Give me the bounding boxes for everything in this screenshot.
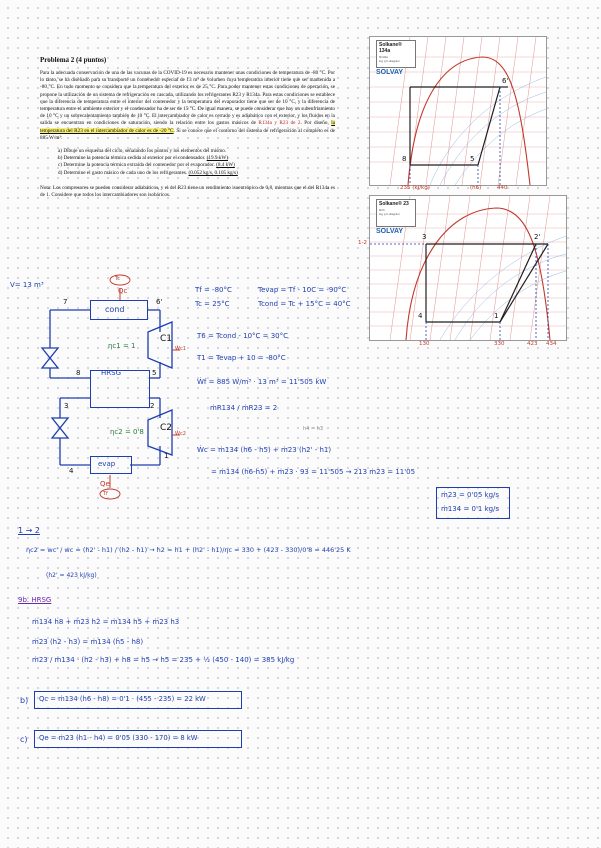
eta2-label: ηc2 = 0'8 (110, 428, 144, 436)
r134a-h-mid: (h6) (470, 185, 482, 191)
answer-b-box (34, 691, 242, 709)
question-list (40, 148, 335, 177)
node-5: 5 (152, 369, 157, 377)
condenser-label: cond (105, 305, 125, 314)
evaporator-box (90, 456, 132, 474)
hrsg-section-title: 9b. HRSG (18, 596, 52, 604)
question-d: d) Determine el gasto másico de cada uno de los refrigerantes. (0.052 kg/s, 0.105 kg/s) (58, 169, 238, 176)
ph-diagram-r134a (369, 36, 547, 186)
calc-ratio: ṁR134 / ṁR23 = 2 (210, 404, 278, 412)
hrsg-eq3: ṁ23 / ṁ134 · (h2 - h3) + h8 = h5 → h5 = 235 + ½ (450 - 140) = 385 kJ/kg (32, 656, 295, 664)
node-6: 6' (156, 298, 163, 306)
point-1: 1 (494, 312, 499, 320)
answer-c-box (34, 730, 242, 748)
answer-m23: ṁ23 = 0'05 kg/s (441, 491, 500, 499)
answer-c-label: c) (20, 735, 28, 744)
tf-label: Tf (103, 491, 108, 497)
r134a-h-right: 440 (497, 185, 508, 191)
calc-t1: T1 = Tevap + 10 = -80°C (197, 354, 286, 362)
qe-label: Qe (100, 480, 110, 488)
question-a: a) Dibuje un esquema del ciclo, señalando los puntos y los elementos del mismo. (58, 148, 227, 155)
problem-title: Problema 2 (4 puntos) (40, 56, 107, 64)
eta1-label: ηc1 = 1 (108, 342, 136, 350)
chart-header: Solkane® 134a R134a log p,h-diagram (376, 40, 416, 68)
node-1: 1 (164, 452, 169, 460)
calc-note-h4: h4 = h3 (303, 426, 324, 432)
tc-label: Tc (115, 276, 120, 282)
qc-label: Qc (118, 287, 128, 295)
node-8: 8 (76, 369, 81, 377)
node-2: 2 (150, 402, 155, 410)
mass-flow-answer-box (436, 487, 510, 519)
r134a-h-left: 235 (kJ/kg) (400, 185, 430, 191)
calc-tcond: Tcond = Tc + 15°C = 40°C (258, 300, 351, 308)
node-4: 4 (69, 467, 74, 475)
calc-wf: Ẇf = 885 W/m³ · 13 m³ = 11'505 kW (197, 378, 327, 386)
calc-t6: T6 = Tcond - 10°C = 30°C (197, 332, 289, 340)
r23-h-434: 434 (546, 341, 557, 347)
volume-label: V= 13 m³ (10, 281, 44, 289)
node-7: 7 (63, 298, 68, 306)
point-8: 8 (402, 155, 407, 163)
question-c: c) Determine la potencia térmica extraída del contenedor por el evaporador. (8.4 kW) (58, 162, 235, 169)
answer-b: Qc = ṁ134 (h6 - h8) = 0'1 · (455 - 235) = 22 kW (39, 695, 206, 703)
c2-label: C2 (160, 423, 173, 433)
problem-intro: Para la adecuada conservación de una de las vacunas de la COVID-19 es necesario mantener unas condiciones de temperatura de -80 °C. Por lo tanto, se ha diseñado para su transporte un contenedor especial de 13 m³ de volumen cuya temperatura interior tiene que ser mantenida a -80 °C. En todo momento se considera que la temperatura del exterior es de 25 °C. Para poder mantener estas condiciones de operación, se propone la utilización de un sistema de refrigeración en cascada, utilizando los refrigerantes R23 y R134a. Para estas condiciones se establece que la diferencia de temperatura entre el interior del contenedor y la temperatura del evaporador tiene que ser de 10 °C, y la diferencia de temperatura entre el ambiente exterior y el condensador ha de ser de 15 °C. De igual manera, se puede considerar que hay un subenfriamiento de 10 °C y un sobrecalentamiento también de 10 °C. El intercambiador de calor es cerrado y es adiabático con el exterior, y los fluidos en la salida se encuentran en condiciones de saturación, siendo la relación entre los gastos másicos de R134a y R23 de 2. Por diseño, la temperatura del R23 en el intercambiador de calor es de -20 °C. Si se conoce que el contorno del sistema de refrigeración al completo es de 885 W/m³: (40, 70, 336, 141)
point-5: 5 (470, 155, 475, 163)
section-1-2-title: 1 → 2 (18, 526, 40, 535)
point-2: 2' (534, 233, 541, 241)
section-1-2-sub: (h2' = 423 kJ/kg) (46, 572, 97, 579)
problem-note: Nota: Los compresores se pueden considerar adiabáticos, y el del R23 tiene un rendimiento isoentrópico de 0,8, mientras que el del R134a es de 1. Considere que todos los intercambiadores son isobáricos. (40, 184, 335, 199)
hrsg-eq2: ṁ23 (h2 - h3) = ṁ134 (h5 - h8) (32, 638, 144, 646)
r23-h-423: 423 (527, 341, 538, 347)
calc-wc: Ẇc = ṁ134 (h6 - h5) + ṁ23 (h2' - h1) (197, 446, 332, 454)
hrsg-eq1: ṁ134 h8 + ṁ23 h2 = ṁ134 h5 + ṁ23 h3 (32, 618, 180, 626)
c1-label: C1 (160, 334, 173, 344)
evaporator-label: evap (98, 460, 116, 468)
answer-b-label: b) (20, 696, 29, 705)
w1-label: Ẇc1 (175, 346, 186, 352)
section-1-2-eq: ηc2 = wc' / wc = (h2' - h1) / (h2 - h1) → h2 = h1 + (h2' - h1)/ηc = 330 + (423 - 330)/0'8 = 446'25 K (26, 546, 351, 554)
r23-pressure-mark: 1-2 (358, 240, 367, 246)
problem-statement (40, 56, 335, 199)
node-3: 3 (64, 402, 69, 410)
answer-m134: ṁ134 = 0'1 kg/s (441, 505, 500, 513)
calc-tf: Tf = -80°C (195, 286, 232, 294)
answer-c: Qe = ṁ23 (h1 - h4) = 0'05 (330 - 170) = 8 kW (39, 734, 198, 742)
calc-wc-sub: = ṁ134 (h6-h5) + ṁ23 · 93 = 11'505 → 213 ṁ23 = 11'05 (211, 468, 416, 476)
calc-tc: Tc = 25°C (195, 300, 230, 308)
ph-diagram-r23 (369, 195, 567, 341)
r23-h-130: 130 (419, 341, 430, 347)
calc-tevap: Tevap = Tf - 10C = -90°C (258, 286, 347, 294)
condenser-box (90, 300, 148, 320)
chart-header-2: Solkane® 23 R23 log p,h-diagram (376, 199, 416, 227)
solvay-logo-2: SOLVAY (376, 228, 404, 235)
solvay-logo: SOLVAY (376, 69, 404, 76)
r23-h-330: 330 (494, 341, 505, 347)
w2-label: Ẇc2 (175, 431, 186, 437)
hrsg-label: HRSG (101, 369, 121, 377)
point-3: 3 (422, 233, 427, 241)
hrsg-box (90, 370, 150, 408)
point-6: 6' (502, 77, 509, 85)
question-b: b) Determine la potencia térmica cedida al exterior por el condensador. (19.9 kW) (58, 155, 228, 162)
point-4: 4 (418, 312, 423, 320)
